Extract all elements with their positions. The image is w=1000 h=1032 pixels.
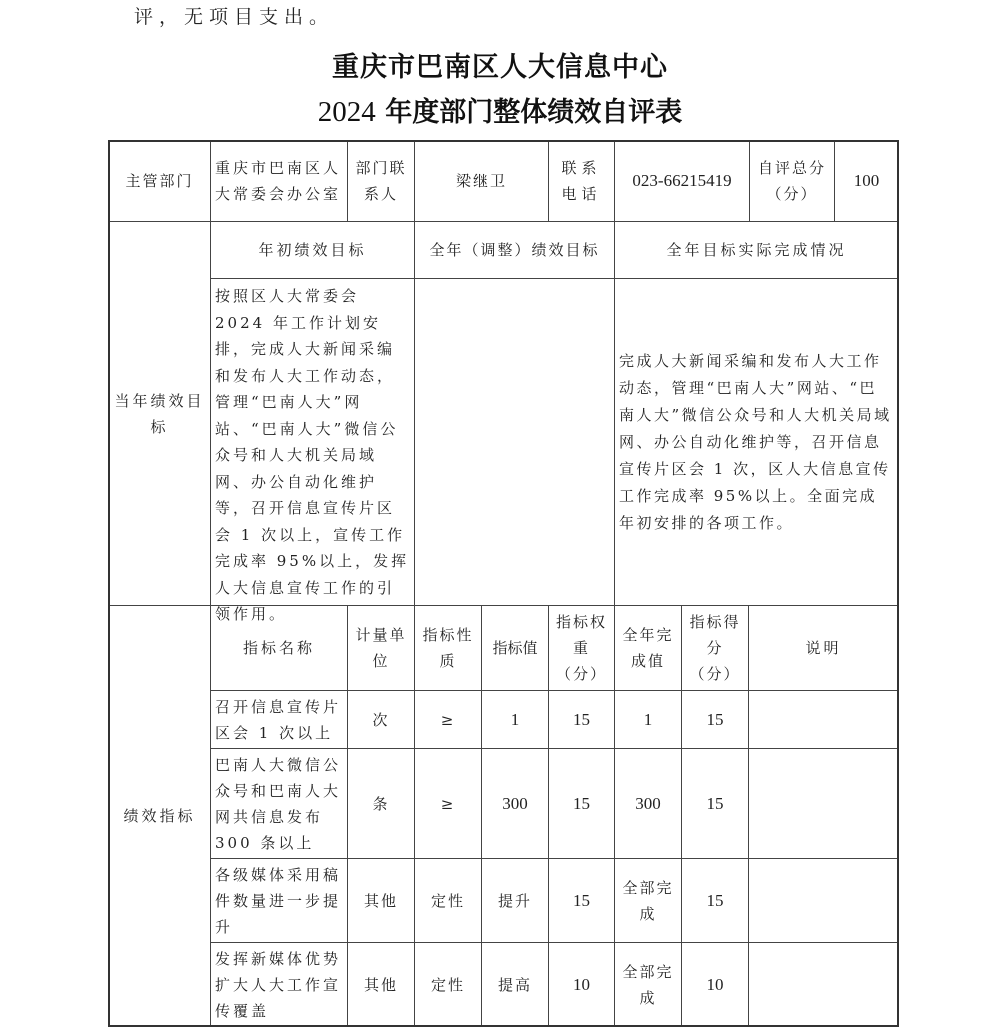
- table-row-2-note: [748, 858, 899, 943]
- contact-label: 部门联系人: [355, 159, 407, 203]
- col-actual-header: [614, 221, 899, 279]
- indicator-value: 提高: [497, 975, 532, 994]
- score-value-cell: [834, 140, 899, 222]
- indicator-name: 巴南人大微信公众号和巴南人大网共信息发布 300 条以上: [215, 755, 342, 852]
- table-row-2-weight: [548, 858, 615, 943]
- table-row-0-completed: [614, 690, 682, 749]
- table-row-2-value: [481, 858, 549, 943]
- indicator-weight: 10: [573, 974, 590, 994]
- col-adjusted-goal: 全年（调整）绩效目标: [429, 241, 600, 259]
- hdr-unit-cell: [347, 605, 415, 691]
- table-row-2-completed: [614, 858, 682, 943]
- adjusted-goal-cell: [414, 278, 615, 606]
- table-row-1-weight: [548, 748, 615, 859]
- table-row-3-unit: [347, 942, 415, 1027]
- phone-label-cell: [548, 140, 615, 222]
- hdr-note-cell: [748, 605, 899, 691]
- table-row-2-nature: [414, 858, 482, 943]
- phone-value-cell: [614, 140, 750, 222]
- table-row-3-value: [481, 942, 549, 1027]
- initial-goal-cell: [210, 278, 415, 623]
- indicator-value: 1: [510, 709, 520, 729]
- table-row-3-weight: [548, 942, 615, 1027]
- indicator-completed: 300: [635, 793, 661, 813]
- title-year: 2024: [317, 96, 376, 128]
- table-row-2-score: [681, 858, 749, 943]
- goals-section-label: 当年绩效目标: [114, 391, 205, 436]
- contact-value-cell: [414, 140, 549, 222]
- table-row-0-score: [681, 690, 749, 749]
- indicators-section-label-cell: [108, 605, 211, 1027]
- indicator-unit: 次: [372, 710, 390, 729]
- hdr-name: 指标名称: [242, 639, 315, 657]
- table-row-3-name: [210, 942, 348, 1027]
- page-title: 重庆市巴南区人大信息中心: [332, 52, 668, 83]
- dept-value-cell: [210, 140, 348, 222]
- hdr-completed: 全年完成值: [622, 626, 674, 670]
- phone-value: 023-66215419: [632, 171, 732, 190]
- hdr-value-cell: [481, 605, 549, 691]
- score-label: 自评总分（分）: [757, 159, 826, 203]
- hdr-nature: 指标性质: [422, 626, 474, 670]
- table-row-1-unit: [347, 748, 415, 859]
- col-initial-goal: 年初绩效目标: [258, 241, 367, 259]
- indicator-score: 15: [706, 709, 724, 729]
- hdr-value: 指标值: [492, 639, 538, 657]
- table-row-1-name: [210, 748, 348, 859]
- indicator-value: 提升: [497, 891, 532, 910]
- table-row-0-unit: [347, 690, 415, 749]
- indicator-unit: 其他: [363, 975, 398, 994]
- page-subtitle: [0, 94, 1000, 131]
- hdr-score: 指标得分（分）: [689, 613, 741, 683]
- table-row-1-value: [481, 748, 549, 859]
- hdr-completed-cell: [614, 605, 682, 691]
- hdr-nature-cell: [414, 605, 482, 691]
- initial-goal-text: 按照区人大常委会 2024 年工作计划安排，完成人大新闻采编和发布人大工作动态，管理“巴南人大”网站、“巴南人大”微信公众号和人大机关局域网、办公自动化维护等，召开信息宣传片区会 1 次以上，宣传工作完成率 95%以上，发挥人大信息宣传工作的引领作用。: [215, 287, 410, 623]
- indicator-weight: 15: [573, 709, 590, 729]
- indicator-completed: 全部完成: [622, 878, 674, 923]
- indicator-name: 召开信息宣传片区会 1 次以上: [215, 697, 342, 742]
- indicator-nature: 定性: [430, 891, 465, 910]
- actual-text: 完成人大新闻采编和发布人大工作动态，管理“巴南人大”网站、“巴南人大”微信公众号和人大机关局域网、办公自动化维护等，召开信息宣传片区会 1 次，区人大信息宣传工作完成率 95%以上。全面完成年初安排的各项工作。: [619, 351, 892, 532]
- col-actual: 全年目标实际完成情况: [666, 241, 847, 259]
- indicator-unit: 其他: [363, 891, 398, 910]
- table-row-2-name: [210, 858, 348, 943]
- phone-label: 联系电话: [561, 159, 602, 203]
- score-value: 100: [853, 171, 880, 190]
- hdr-name-cell: [210, 605, 348, 691]
- hdr-unit: 计量单位: [355, 626, 407, 670]
- indicator-score: 15: [706, 890, 724, 910]
- indicator-score: 15: [706, 793, 724, 813]
- indicator-value: 300: [502, 793, 528, 813]
- indicator-completed: 1: [643, 709, 653, 729]
- table-row-1-score: [681, 748, 749, 859]
- contact-label-cell: [347, 140, 415, 222]
- indicator-name: 发挥新媒体优势扩大人大工作宣传覆盖: [215, 949, 342, 1020]
- table-row-3-score: [681, 942, 749, 1027]
- goals-section-label-cell: [108, 221, 211, 606]
- table-row-3-note: [748, 942, 899, 1027]
- table-row-0-note: [748, 690, 899, 749]
- indicator-score: 10: [706, 974, 724, 994]
- table-row-0-weight: [548, 690, 615, 749]
- hdr-score-cell: [681, 605, 749, 691]
- dept-value: 重庆市巴南区人大常委会办公室: [215, 159, 342, 203]
- indicators-section-label: 绩效指标: [123, 807, 196, 825]
- dept-label-cell: [108, 140, 211, 222]
- table-row-1-nature: [414, 748, 482, 859]
- table-row-0-name: [210, 690, 348, 749]
- intro-text: 评，无项目支出。: [134, 6, 335, 28]
- indicator-unit: 条: [372, 794, 390, 813]
- score-label-cell: [749, 140, 835, 222]
- table-row-3-completed: [614, 942, 682, 1027]
- contact-value: 梁继卫: [455, 172, 507, 190]
- col-adjusted-goal-header: [414, 221, 615, 279]
- table-row-0-value: [481, 690, 549, 749]
- table-row-3-nature: [414, 942, 482, 1027]
- indicator-nature: ≥: [440, 794, 456, 813]
- table-row-0-nature: [414, 690, 482, 749]
- table-row-1-completed: [614, 748, 682, 859]
- indicator-completed: 全部完成: [622, 962, 674, 1007]
- indicator-weight: 15: [573, 890, 590, 910]
- indicator-nature: ≥: [440, 710, 456, 729]
- title-rest: 年度部门整体绩效自评表: [375, 97, 683, 128]
- hdr-weight: 指标权重（分）: [555, 613, 607, 683]
- indicator-name: 各级媒体采用稿件数量进一步提升: [215, 865, 342, 936]
- hdr-note: 说明: [805, 639, 842, 657]
- hdr-weight-cell: [548, 605, 615, 691]
- table-row-1-note: [748, 748, 899, 859]
- indicator-nature: 定性: [430, 975, 465, 994]
- table-row-2-unit: [347, 858, 415, 943]
- dept-label: 主管部门: [125, 172, 194, 190]
- indicator-weight: 15: [573, 793, 590, 813]
- actual-cell: [614, 278, 899, 606]
- col-initial-goal-header: [210, 221, 415, 279]
